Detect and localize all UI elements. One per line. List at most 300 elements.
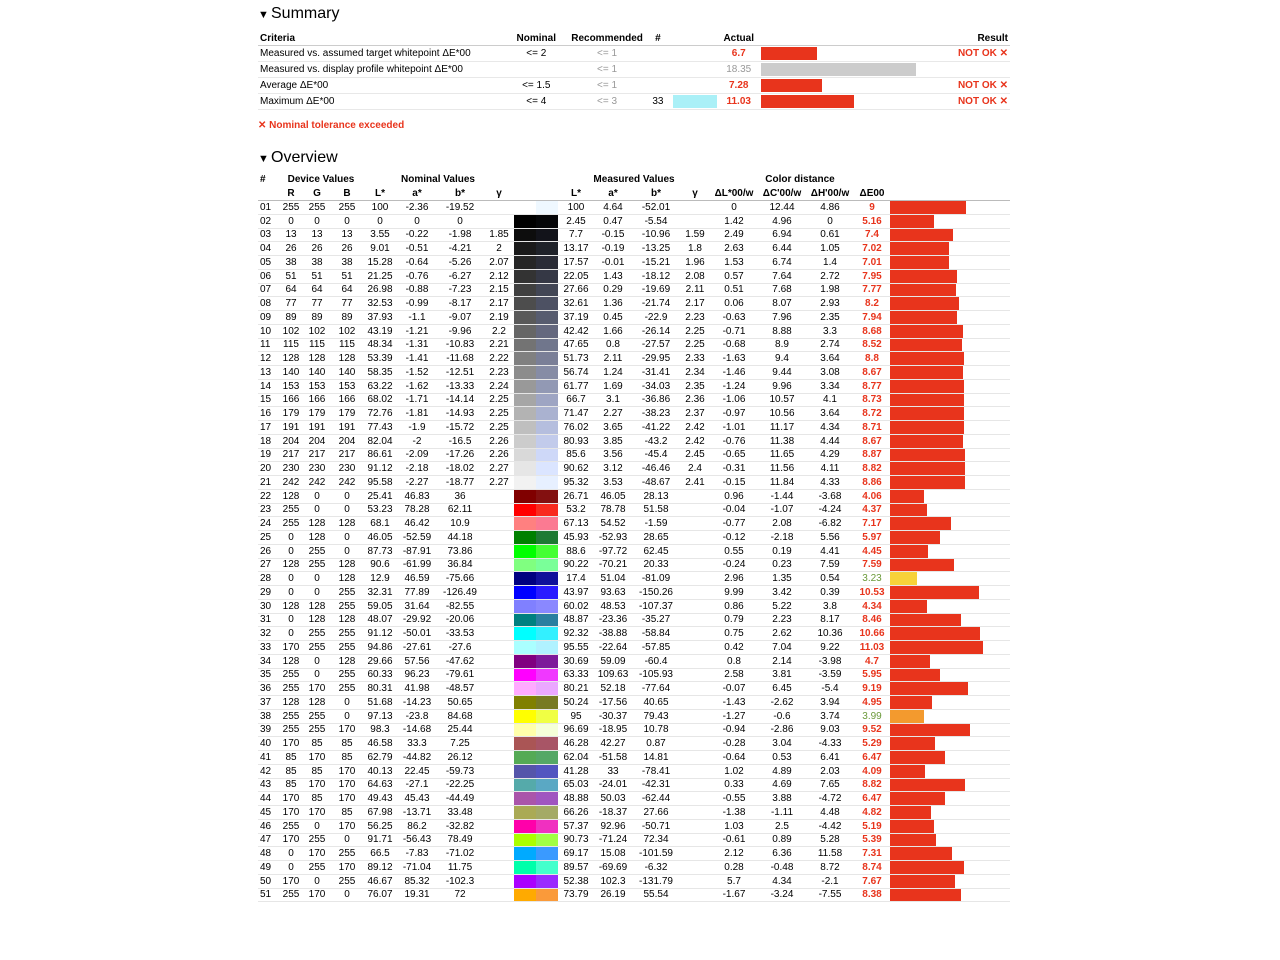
cell-delta-e: 7.01 (862, 256, 882, 268)
nominal-swatch (514, 655, 536, 668)
cell-measured-gamma: 2.45 (685, 449, 705, 461)
delta-e-bar (890, 614, 1010, 627)
cell-measured-l: 67.13 (563, 518, 589, 530)
cell-delta-l: 0.33 (724, 779, 744, 791)
cell-r: 242 (282, 476, 300, 488)
col-id: # (260, 174, 266, 185)
measured-swatch (536, 875, 558, 888)
cell-delta-l: -0.97 (722, 408, 746, 420)
cell-delta-h: 3.94 (820, 696, 840, 708)
cell-measured-b: 79.43 (643, 710, 669, 722)
cell-measured-b: -27.57 (641, 339, 671, 351)
delta-e-bar (890, 242, 1010, 255)
delta-e-bar-fill (890, 889, 961, 902)
delta-e-bar-fill (890, 559, 954, 572)
cell-nominal-a: -2.18 (405, 463, 429, 475)
color-swatch (514, 655, 558, 668)
delta-e-bar-fill (890, 779, 965, 792)
color-swatch (514, 504, 558, 517)
cell-g: 170 (308, 806, 326, 818)
patch-swatch (673, 63, 717, 76)
delta-e-bar (890, 517, 1010, 530)
cell-delta-l: -0.71 (722, 325, 746, 337)
delta-e-bar-fill (890, 339, 962, 352)
cell-nominal-l: 86.61 (367, 449, 393, 461)
delta-e-bar (890, 820, 1010, 833)
cell-nominal-l: 62.79 (367, 751, 393, 763)
table-row (258, 339, 1010, 353)
cell-measured-b: -62.44 (641, 793, 671, 805)
patch-id: 39 (260, 724, 272, 736)
cell-delta-e: 5.39 (862, 834, 882, 846)
cell-b: 85 (341, 751, 353, 763)
cell-measured-l: 100 (567, 201, 585, 213)
nominal-swatch (514, 229, 536, 242)
cell-measured-l: 48.87 (563, 614, 589, 626)
cell-nominal-a: -0.64 (405, 256, 429, 268)
cell-delta-e: 8.72 (862, 408, 882, 420)
color-swatch (514, 614, 558, 627)
cell-measured-l: 17.4 (566, 573, 586, 585)
delta-e-bar-fill (890, 284, 956, 297)
cell-nominal-l: 26.98 (367, 284, 393, 296)
nominal-swatch (514, 201, 536, 214)
cell-delta-c: 8.88 (772, 325, 792, 337)
delta-e-bar (890, 655, 1010, 668)
cell-nominal-b: -18.02 (445, 463, 475, 475)
cell-delta-e: 5.97 (862, 531, 882, 543)
measured-swatch (536, 600, 558, 613)
nominal-swatch (514, 710, 536, 723)
measured-swatch (536, 229, 558, 242)
col-delta-c: ΔC'00/w (762, 187, 802, 199)
recommended-value: <= 1 (597, 48, 618, 59)
cell-delta-l: -0.76 (722, 435, 746, 447)
col-measured-a: a* (608, 187, 618, 199)
nominal-swatch (514, 696, 536, 709)
cell-delta-l: -1.46 (722, 366, 746, 378)
cell-delta-l: -1.27 (722, 710, 746, 722)
delta-e-bar (890, 559, 1010, 572)
cell-b: 0 (344, 531, 350, 543)
cell-g: 13 (311, 229, 323, 241)
measured-swatch (536, 655, 558, 668)
measured-swatch (536, 751, 558, 764)
table-row (258, 889, 1010, 903)
col-nominal-gamma: γ (496, 187, 502, 199)
cell-measured-b: -46.46 (641, 463, 671, 475)
cell-g: 217 (308, 449, 326, 461)
patch-id: 34 (260, 655, 272, 667)
cell-b: 230 (338, 463, 356, 475)
summary-title: Summary (271, 5, 340, 22)
cell-b: 170 (338, 861, 356, 873)
cell-measured-a: 1.36 (603, 298, 623, 310)
cell-delta-e: 8.52 (862, 339, 882, 351)
cell-nominal-l: 91.12 (367, 463, 393, 475)
patch-id: 21 (260, 476, 272, 488)
delta-e-bar (890, 545, 1010, 558)
cell-nominal-b: -47.62 (445, 655, 475, 667)
cell-nominal-a: 45.43 (404, 793, 430, 805)
cell-nominal-gamma: 2.15 (489, 284, 509, 296)
measured-swatch (536, 531, 558, 544)
color-swatch (514, 270, 558, 283)
cell-b: 128 (338, 559, 356, 571)
result-status: NOT OK ✕ (957, 48, 1008, 59)
cell-delta-c: 6.74 (772, 256, 792, 268)
nominal-swatch (514, 256, 536, 269)
delta-e-bar (890, 724, 1010, 737)
cell-measured-l: 90.73 (563, 834, 589, 846)
cell-r: 0 (288, 848, 294, 860)
cell-g: 51 (311, 270, 323, 282)
delta-e-bar-fill (890, 325, 963, 338)
nominal-swatch (514, 669, 536, 682)
cell-b: 170 (338, 765, 356, 777)
cell-nominal-a: -14.23 (402, 696, 432, 708)
cell-r: 170 (282, 793, 300, 805)
nominal-swatch (514, 834, 536, 847)
cell-g: 242 (308, 476, 326, 488)
color-swatch (514, 559, 558, 572)
col-recommended: Recommended (571, 32, 643, 44)
cell-nominal-l: 46.67 (367, 875, 393, 887)
color-swatch (514, 696, 558, 709)
delta-e-bar (890, 696, 1010, 709)
cell-measured-a: 102.3 (600, 875, 626, 887)
patch-id: 18 (260, 435, 272, 447)
cell-delta-h: 3.74 (820, 710, 840, 722)
col-criteria: Criteria (260, 32, 296, 44)
cell-b: 102 (338, 325, 356, 337)
cell-g: 128 (308, 696, 326, 708)
nominal-swatch (514, 270, 536, 283)
delta-e-bar-fill (890, 765, 925, 778)
cell-delta-e: 4.09 (862, 765, 882, 777)
cell-nominal-a: -2.09 (405, 449, 429, 461)
cell-b: 170 (338, 820, 356, 832)
delta-e-bar (890, 394, 1010, 407)
patch-id: 09 (260, 311, 272, 323)
color-swatch (514, 586, 558, 599)
color-swatch (514, 710, 558, 723)
cell-delta-c: 11.38 (769, 435, 795, 447)
nominal-swatch (514, 517, 536, 530)
cell-measured-l: 61.77 (563, 380, 589, 392)
cell-delta-l: -0.07 (722, 683, 746, 695)
cell-delta-h: 1.05 (820, 243, 840, 255)
cell-measured-a: -0.15 (601, 229, 625, 241)
measured-swatch (536, 586, 558, 599)
delta-e-bar-fill (890, 600, 927, 613)
delta-e-bar-fill (890, 504, 927, 517)
cell-measured-a: 0.29 (603, 284, 623, 296)
cell-delta-c: 11.17 (769, 421, 795, 433)
cell-nominal-b: -16.5 (448, 435, 472, 447)
cell-r: 170 (282, 641, 300, 653)
cell-measured-l: 56.74 (563, 366, 589, 378)
patch-id: 45 (260, 806, 272, 818)
cell-nominal-l: 48.07 (367, 614, 393, 626)
cell-delta-e: 4.06 (862, 490, 882, 502)
cell-b: 128 (338, 614, 356, 626)
cell-g: 128 (308, 531, 326, 543)
delta-e-bar-fill (890, 476, 965, 489)
cell-nominal-b: -6.27 (448, 270, 472, 282)
cell-measured-b: -19.69 (641, 284, 671, 296)
cell-nominal-gamma: 1.85 (489, 229, 509, 241)
cell-delta-h: -5.4 (821, 683, 839, 695)
cell-nominal-l: 82.04 (367, 435, 393, 447)
nominal-swatch (514, 779, 536, 792)
cell-measured-b: -10.96 (641, 229, 671, 241)
cell-nominal-l: 100 (371, 201, 389, 213)
cell-delta-h: -4.24 (818, 504, 842, 516)
cell-measured-l: 62.04 (563, 751, 589, 763)
cell-nominal-a: -2 (412, 435, 422, 447)
patch-id: 16 (260, 408, 272, 420)
table-row (258, 242, 1010, 256)
table-row (258, 586, 1010, 600)
measured-swatch (536, 517, 558, 530)
color-swatch (514, 366, 558, 379)
cell-nominal-a: -1.62 (405, 380, 429, 392)
nominal-swatch (514, 531, 536, 544)
cell-measured-b: -21.74 (641, 298, 671, 310)
measured-swatch (536, 559, 558, 572)
criteria-label: Maximum ΔE*00 (260, 96, 335, 107)
cell-nominal-l: 48.34 (367, 339, 393, 351)
cell-measured-b: 20.33 (643, 559, 669, 571)
cell-delta-c: 3.42 (772, 586, 792, 598)
cell-r: 255 (282, 710, 300, 722)
cell-nominal-l: 32.53 (367, 298, 393, 310)
cell-nominal-b: 11.75 (447, 861, 473, 873)
delta-e-bar-fill (890, 669, 940, 682)
color-swatch (514, 792, 558, 805)
cell-b: 217 (338, 449, 356, 461)
cell-g: 255 (308, 834, 326, 846)
cell-measured-l: 7.7 (569, 229, 583, 241)
cell-nominal-a: -87.91 (402, 545, 432, 557)
cell-b: 128 (338, 353, 356, 365)
patch-id: 13 (260, 366, 272, 378)
cell-measured-b: -18.12 (641, 270, 671, 282)
cell-measured-a: -97.72 (598, 545, 628, 557)
cell-r: 85 (285, 751, 297, 763)
cell-delta-e: 8.67 (862, 366, 882, 378)
cell-delta-c: -3.24 (770, 889, 794, 901)
cell-b: 255 (338, 641, 356, 653)
patch-id: 10 (260, 325, 272, 337)
criteria-label: Average ΔE*00 (260, 80, 329, 91)
cell-measured-a: 3.56 (603, 449, 623, 461)
cell-g: 128 (308, 600, 326, 612)
delta-e-bar-fill (890, 421, 964, 434)
cell-b: 128 (338, 573, 356, 585)
cell-r: 128 (282, 655, 300, 667)
table-row (258, 710, 1010, 724)
delta-e-bar-fill (890, 792, 945, 805)
measured-swatch (536, 792, 558, 805)
delta-e-bar (890, 407, 1010, 420)
cell-nominal-a: -1.81 (405, 408, 429, 420)
actual-bar (761, 63, 921, 76)
color-swatch (514, 889, 558, 902)
cell-delta-l: -1.63 (722, 353, 746, 365)
overview-section-toggle[interactable] (258, 146, 1010, 170)
cell-g: 0 (314, 655, 320, 667)
delta-e-bar-fill (890, 875, 955, 888)
patch-id: 26 (260, 545, 272, 557)
cell-nominal-l: 46.58 (367, 738, 393, 750)
cell-measured-a: 52.18 (600, 683, 626, 695)
delta-e-bar (890, 572, 1010, 585)
cell-nominal-a: -7.83 (405, 848, 429, 860)
cell-delta-l: 0.96 (724, 490, 744, 502)
cell-nominal-gamma: 2.07 (489, 256, 509, 268)
cell-measured-b: -26.14 (641, 325, 671, 337)
cell-delta-l: -0.24 (722, 559, 746, 571)
cell-b: 140 (338, 366, 356, 378)
cell-r: 26 (285, 243, 297, 255)
delta-e-bar (890, 229, 1010, 242)
patch-id: 51 (260, 889, 272, 901)
cell-delta-l: -0.31 (722, 463, 746, 475)
patch-id: 32 (260, 628, 272, 640)
cell-nominal-l: 91.12 (367, 628, 393, 640)
cell-delta-c: 0.89 (772, 834, 792, 846)
cell-measured-b: -22.9 (644, 311, 668, 323)
cell-r: 128 (282, 353, 300, 365)
color-swatch (514, 201, 558, 214)
table-row (258, 229, 1010, 243)
cell-nominal-b: -7.23 (448, 284, 472, 296)
cell-b: 85 (341, 738, 353, 750)
nominal-swatch (514, 559, 536, 572)
cell-measured-gamma: 2.08 (685, 270, 705, 282)
cell-delta-c: -2.62 (770, 696, 794, 708)
cell-delta-l: -0.15 (722, 476, 746, 488)
col-count: # (655, 32, 661, 44)
table-row (258, 476, 1010, 490)
cell-nominal-b: -4.21 (448, 243, 472, 255)
delta-e-bar (890, 297, 1010, 310)
color-swatch (514, 641, 558, 654)
cell-nominal-l: 80.31 (367, 683, 393, 695)
cell-r: 0 (288, 586, 294, 598)
cell-delta-h: 0 (827, 215, 833, 227)
nominal-swatch (514, 380, 536, 393)
cell-delta-e: 6.47 (862, 751, 882, 763)
table-row (258, 256, 1010, 270)
cell-delta-c: 11.84 (769, 476, 795, 488)
color-swatch (514, 297, 558, 310)
delta-e-bar-fill (890, 724, 970, 737)
patch-id: 03 (260, 229, 272, 241)
color-swatch (514, 751, 558, 764)
cell-b: 170 (338, 724, 356, 736)
cell-delta-h: 4.29 (820, 449, 840, 461)
cell-measured-b: 28.13 (643, 490, 669, 502)
cell-nominal-a: -2.27 (405, 476, 429, 488)
cell-delta-e: 4.95 (862, 696, 882, 708)
cell-r: 217 (282, 449, 300, 461)
cell-r: 255 (282, 669, 300, 681)
cell-g: 255 (308, 861, 326, 873)
table-row (258, 792, 1010, 806)
measured-swatch (536, 737, 558, 750)
cell-delta-h: 4.33 (820, 476, 840, 488)
col-nominal: Nominal (516, 32, 556, 44)
cell-measured-l: 47.65 (563, 339, 589, 351)
delta-e-bar-fill (890, 751, 945, 764)
cell-measured-b: -43.2 (644, 435, 668, 447)
color-swatch (514, 490, 558, 503)
measured-swatch (536, 407, 558, 420)
cell-measured-b: -77.64 (641, 683, 671, 695)
cell-measured-b: -107.37 (639, 600, 673, 612)
cell-nominal-b: 10.9 (450, 518, 470, 530)
measured-swatch (536, 352, 558, 365)
cell-nominal-a: 31.64 (404, 600, 430, 612)
cell-measured-a: -24.01 (598, 779, 628, 791)
cell-g: 0 (314, 573, 320, 585)
cell-nominal-gamma: 2.27 (489, 476, 509, 488)
cell-measured-l: 95.55 (563, 641, 589, 653)
cell-measured-a: 1.43 (603, 270, 623, 282)
color-swatch (514, 517, 558, 530)
cell-nominal-b: 7.25 (450, 738, 470, 750)
table-row (258, 517, 1010, 531)
measured-swatch (536, 682, 558, 695)
cell-g: 0 (314, 875, 320, 887)
cell-b: 0 (344, 696, 350, 708)
cell-measured-b: -150.26 (639, 586, 673, 598)
color-swatch (514, 339, 558, 352)
table-row (258, 352, 1010, 366)
cell-measured-l: 96.69 (563, 724, 589, 736)
patch-id: 14 (260, 380, 272, 392)
summary-section-toggle[interactable] (258, 2, 1010, 26)
cell-nominal-b: -12.51 (445, 366, 475, 378)
cell-measured-b: -34.03 (641, 380, 671, 392)
cell-delta-c: -0.48 (770, 861, 794, 873)
measured-swatch (536, 256, 558, 269)
nominal-swatch (514, 339, 536, 352)
delta-e-bar-fill (890, 490, 924, 503)
delta-e-bar-fill (890, 201, 966, 214)
cell-nominal-gamma: 2.23 (489, 366, 509, 378)
measured-swatch (536, 820, 558, 833)
cell-delta-h: 2.93 (820, 298, 840, 310)
cell-nominal-b: 50.65 (447, 696, 473, 708)
cell-nominal-l: 95.58 (367, 476, 393, 488)
cell-delta-l: -1.67 (722, 889, 746, 901)
cell-measured-a: -0.01 (601, 256, 625, 268)
measured-swatch (536, 325, 558, 338)
color-swatch (514, 394, 558, 407)
cell-g: 170 (308, 683, 326, 695)
table-row (258, 696, 1010, 710)
summary-row (258, 94, 1010, 110)
table-row (258, 572, 1010, 586)
cell-g: 170 (308, 848, 326, 860)
cell-nominal-l: 32.31 (367, 586, 393, 598)
cell-delta-e: 4.82 (862, 806, 882, 818)
cell-delta-h: 0.39 (820, 586, 840, 598)
